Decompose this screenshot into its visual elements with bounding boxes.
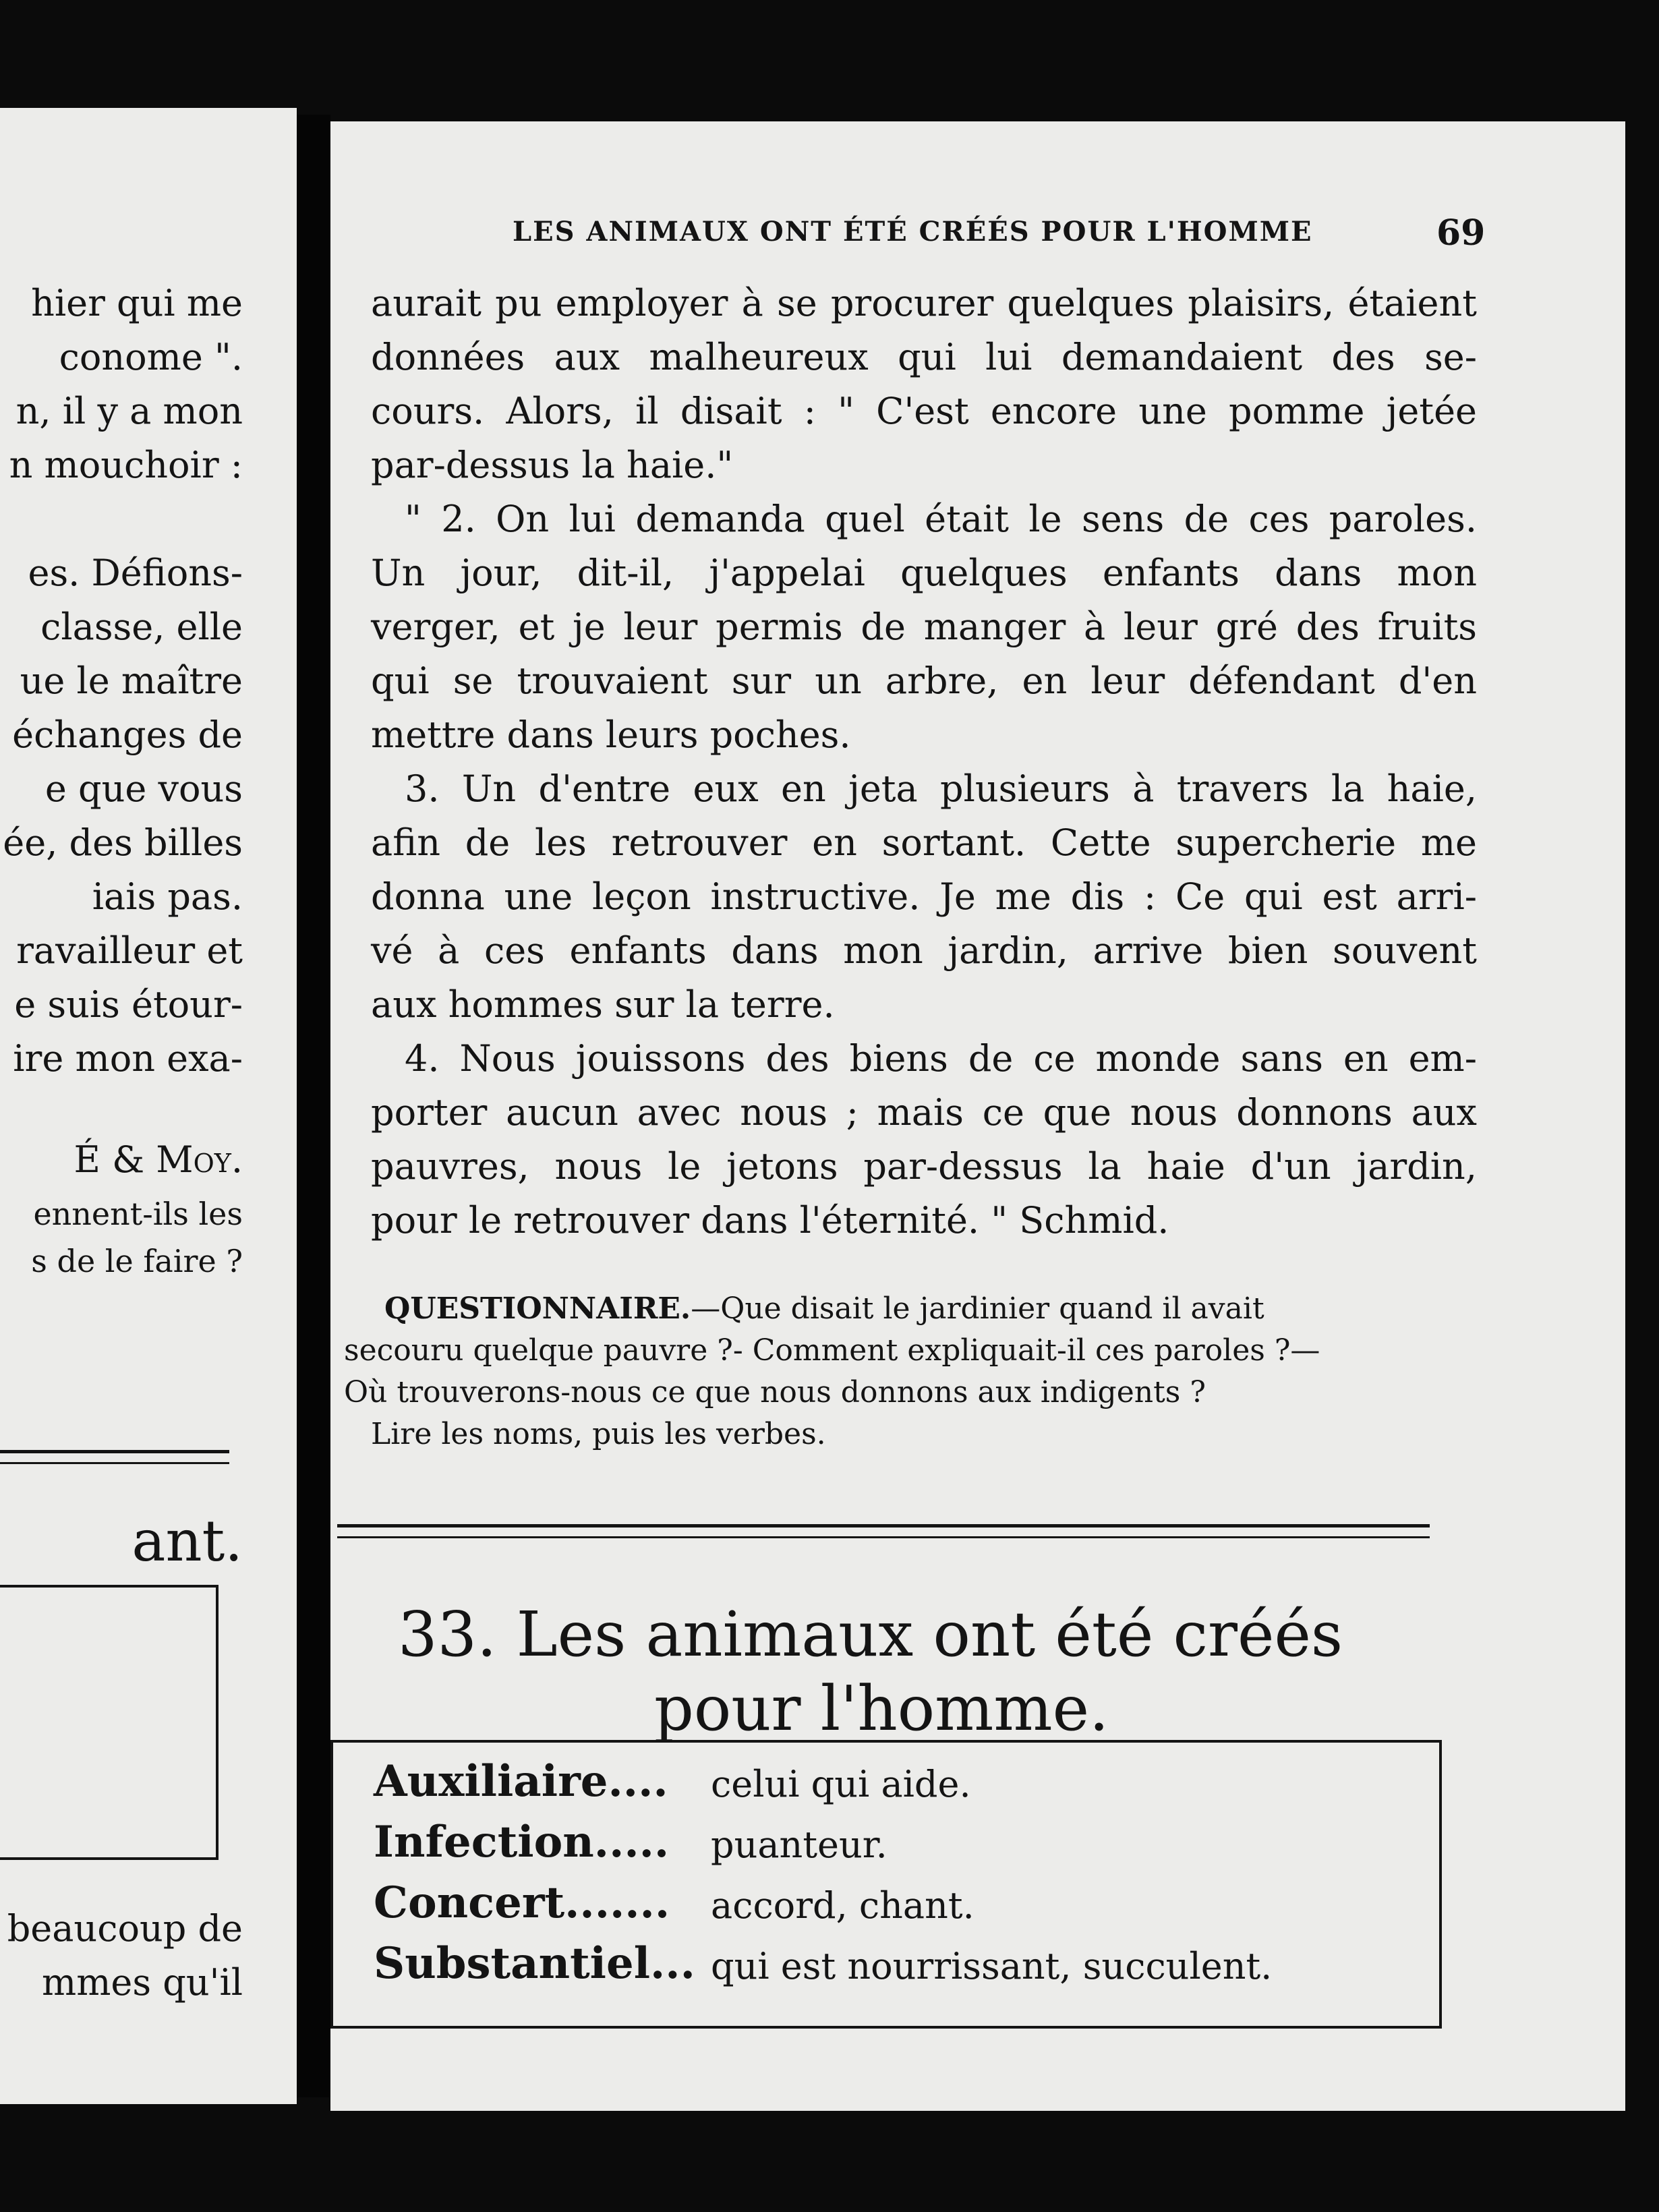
left-text-line: classe, elle xyxy=(40,606,243,648)
left-text-line: conome ". xyxy=(59,336,243,378)
vocab-term: Concert....... xyxy=(374,1878,670,1928)
left-text-line: ée, des billes xyxy=(3,821,243,864)
vocab-term: Substantiel... xyxy=(374,1938,695,1989)
body-line: données aux malheureux qui lui demandaient des se- xyxy=(371,336,1477,378)
section-title: 33. Les animaux ont été créés xyxy=(398,1598,1343,1670)
body-line: 3. Un d'entre eux en jeta plusieurs à travers la haie, xyxy=(405,767,1477,810)
left-rule xyxy=(0,1450,229,1453)
vocab-definition: accord, chant. xyxy=(711,1884,974,1927)
vocab-definition: puanteur. xyxy=(711,1824,887,1866)
section-title-line2: pour l'homme. xyxy=(654,1672,1109,1745)
vocab-term: Auxiliaire.... xyxy=(374,1756,668,1807)
vocab-term: Infection..... xyxy=(374,1817,670,1867)
questionnaire-label: QUESTIONNAIRE. xyxy=(384,1291,691,1326)
body-line: vé à ces enfants dans mon jardin, arrive bien souvent xyxy=(371,929,1477,972)
left-text-line: beaucoup de xyxy=(7,1907,243,1950)
left-vocab-box xyxy=(0,1585,219,1860)
questionnaire-line xyxy=(384,1288,1497,1330)
vocab-definition: celui qui aide. xyxy=(711,1763,971,1805)
running-head: LES ANIMAUX ONT ÉTÉ CRÉÉS POUR L'HOMME xyxy=(513,216,1313,248)
body-line: verger, et je leur permis de manger à leur gré des fruits xyxy=(371,606,1477,648)
body-line: par-dessus la haie." xyxy=(371,444,734,486)
section-rule-thin xyxy=(337,1536,1430,1538)
left-text-line: ue le maître xyxy=(20,660,243,702)
body-line: Un jour, dit-il, j'appelai quelques enfants dans mon xyxy=(371,552,1477,594)
body-line: " 2. On lui demanda quel était le sens de ces paroles. xyxy=(405,498,1477,540)
questionnaire-text: —Que disait le jardinier quand il avait xyxy=(691,1291,1264,1326)
body-line: cours. Alors, il disait : " C'est encore une pomme jetée xyxy=(371,390,1477,432)
book-gutter xyxy=(297,115,330,2097)
body-line: donna une leçon instructive. Je me dis : Ce qui est arri- xyxy=(371,875,1477,918)
section-rule xyxy=(337,1524,1430,1527)
vocab-definition: qui est nourrissant, succulent. xyxy=(711,1945,1273,1987)
body-line: qui se trouvaient sur un arbre, en leur défendant d'en xyxy=(371,660,1477,702)
left-question-line: s de le faire ? xyxy=(31,1243,243,1279)
body-line: mettre dans leurs poches. xyxy=(371,714,851,756)
questionnaire-line: secouru quelque pauvre ?- Comment expliquait-il ces paroles ?— xyxy=(344,1333,1320,1368)
right-page xyxy=(330,121,1625,2111)
body-line: aux hommes sur la terre. xyxy=(371,983,835,1026)
questionnaire-line: Où trouverons-nous ce que nous donnons aux indigents ? xyxy=(344,1375,1206,1409)
left-rule-thin xyxy=(0,1462,229,1464)
left-text-line: ire mon exa- xyxy=(13,1037,243,1080)
left-text-line: es. Défions- xyxy=(28,552,243,594)
body-line: afin de les retrouver en sortant. Cette supercherie me xyxy=(371,821,1477,864)
left-page xyxy=(0,108,297,2104)
left-question-line: ennent-ils les xyxy=(33,1196,243,1232)
body-line: 4. Nous jouissons des biens de ce monde sans en em- xyxy=(405,1037,1477,1080)
left-text-line: mmes qu'il xyxy=(42,1961,243,2004)
left-text-line: hier qui me xyxy=(31,282,243,324)
body-line: pauvres, nous le jetons par-dessus la haie d'un jardin, xyxy=(371,1145,1477,1188)
body-line: porter aucun avec nous ; mais ce que nous donnons aux xyxy=(371,1091,1477,1134)
left-text-line: e suis étour- xyxy=(14,983,243,1026)
left-author-line: É & Moy. xyxy=(74,1138,243,1181)
vocabulary-box xyxy=(330,1740,1442,2029)
left-text-line: e que vous xyxy=(45,767,243,810)
left-text-line: ravailleur et xyxy=(16,929,243,972)
left-text-line: échanges de xyxy=(12,714,243,756)
left-text-line: n mouchoir : xyxy=(9,444,243,486)
left-section-title: ant. xyxy=(132,1508,243,1574)
left-text-line: n, il y a mon xyxy=(16,390,243,432)
section-number: 33. xyxy=(398,1598,497,1670)
questionnaire-line: Lire les noms, puis les verbes. xyxy=(371,1417,826,1451)
left-text-line: iais pas. xyxy=(92,875,243,918)
page-number: 69 xyxy=(1436,212,1486,254)
body-line: pour le retrouver dans l'éternité. " Schmid. xyxy=(371,1199,1169,1242)
body-line: aurait pu employer à se procurer quelques plaisirs, étaient xyxy=(371,282,1477,324)
